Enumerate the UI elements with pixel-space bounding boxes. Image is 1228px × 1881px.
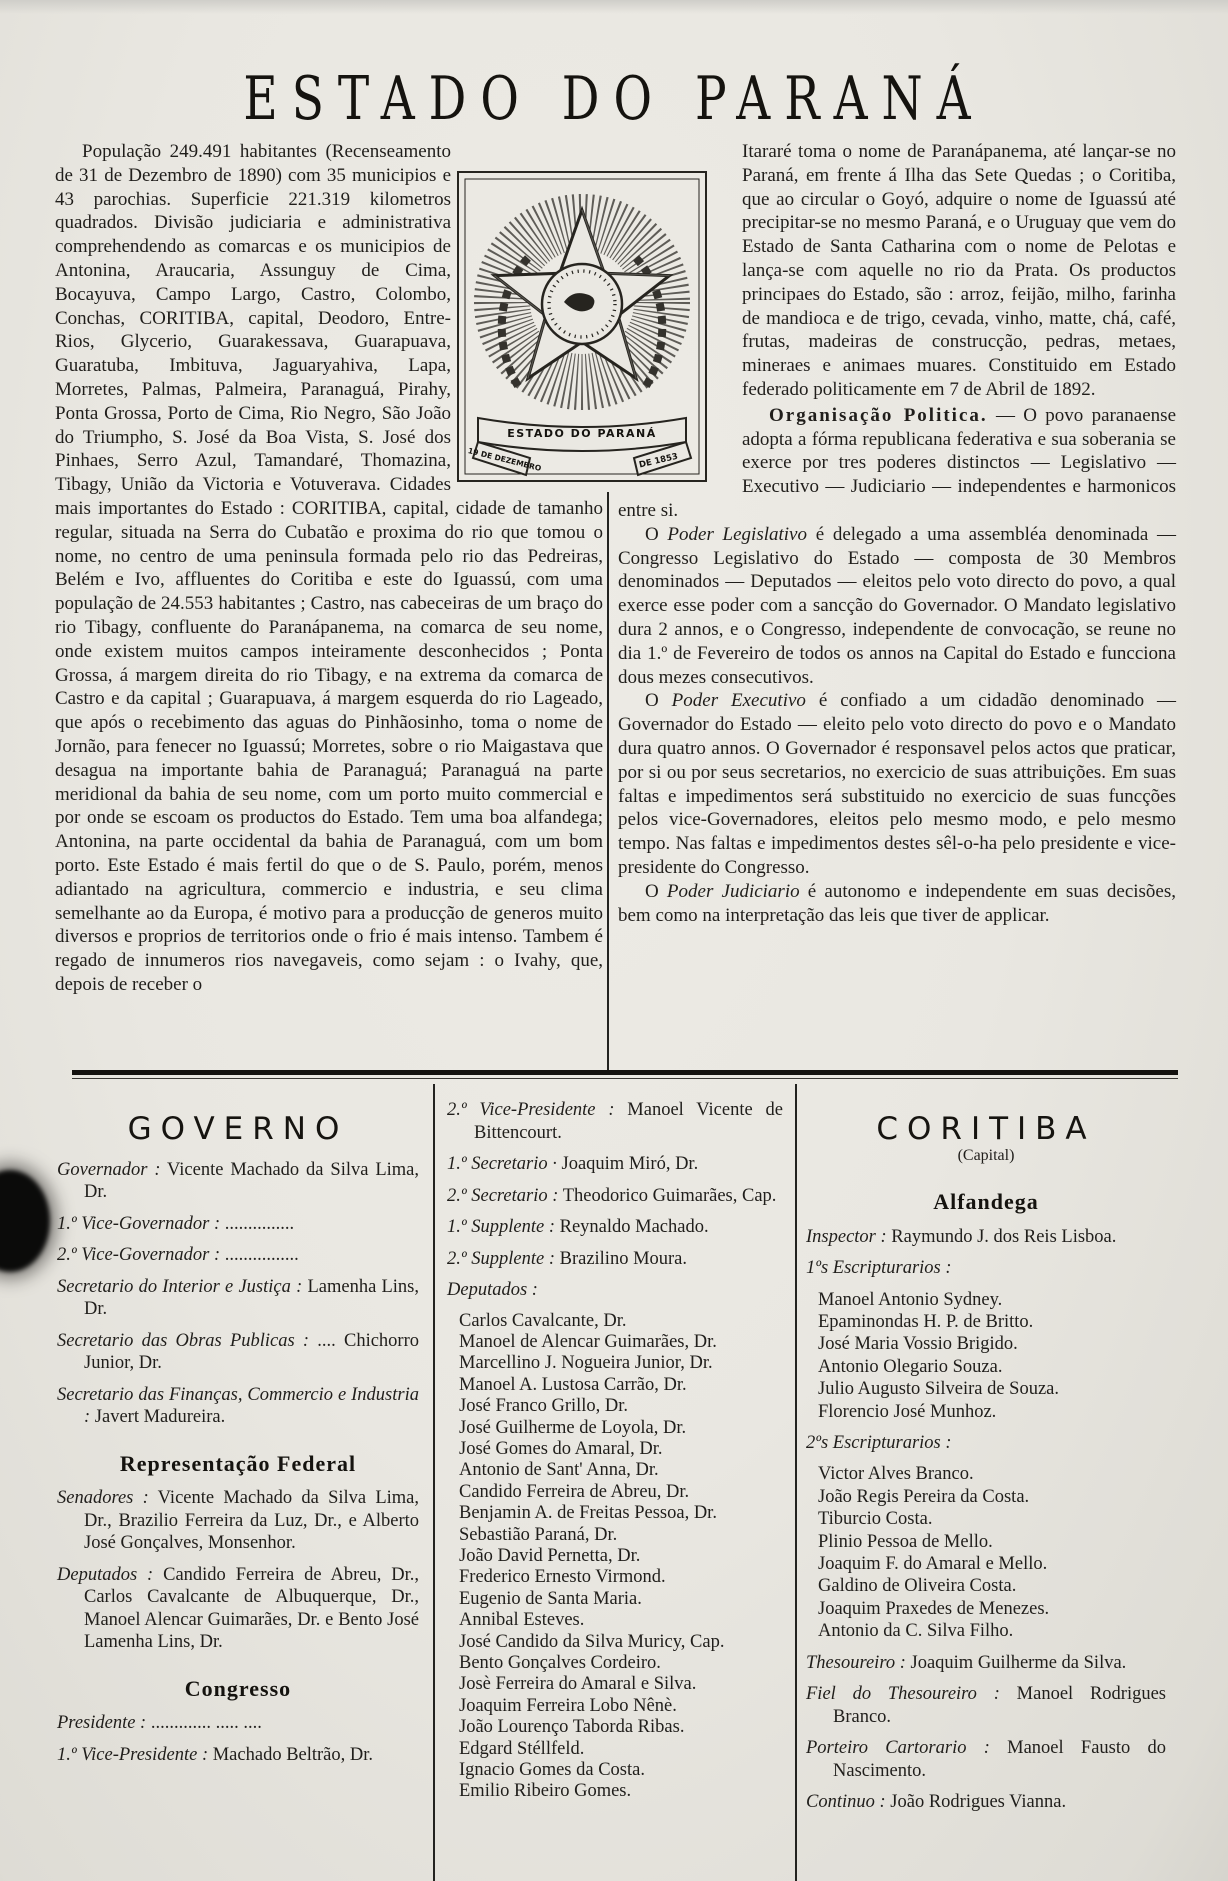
entry-label: 1.º Vice-Governador :	[57, 1213, 221, 1234]
alfandega-officer-entries	[806, 1652, 1166, 1814]
directory-entry	[57, 1487, 419, 1555]
rivers-products-paragraph	[618, 140, 1176, 402]
directory-entry	[806, 1791, 1166, 1814]
list-item: Annibal Esteves.	[459, 1610, 585, 1631]
paragraph-lead: O	[645, 523, 668, 545]
coritiba-subtitle: (Capital)	[957, 1146, 1015, 1164]
directory-entry	[447, 1099, 783, 1144]
entry-label: 1.º Vice-Presidente :	[57, 1744, 209, 1765]
directory-entry	[447, 1153, 783, 1176]
entry-label: Governador :	[57, 1159, 161, 1180]
entry-label: 2.º Vice-Governador :	[57, 1245, 221, 1265]
entry-value: Manoel Fausto do Nascimento.	[833, 1738, 1166, 1781]
list-item: João Regis Pereira da Costa.	[818, 1486, 1030, 1507]
list-item: Emilio Ribeiro Gomes.	[459, 1781, 632, 1802]
list-item: Manoel A. Lustosa Carrão, Dr.	[459, 1374, 687, 1395]
federal-entries	[57, 1487, 419, 1654]
entry-value: ...............	[220, 1213, 295, 1234]
judiciary-power-term: Poder Judiciario	[666, 880, 800, 902]
first-clerks-label: 1ºs Escripturarios :	[806, 1258, 952, 1278]
executive-power-term: Poder Executivo	[671, 690, 806, 712]
entry-label: Porteiro Cartorario :	[806, 1738, 990, 1759]
section-rule-heavy	[72, 1070, 1178, 1075]
ribbon-text-right: DE 1853	[638, 451, 679, 471]
entry-value: ............. ..... ....	[146, 1713, 262, 1733]
directory-entry	[806, 1683, 1166, 1728]
ribbon-text-left: 19 DE DEZEMBRO	[467, 446, 543, 474]
list-item: João Lourenço Taborda Ribas.	[459, 1717, 685, 1738]
list-item: Carlos Cavalcante, Dr.	[459, 1310, 627, 1331]
list-item: José Maria Vossio Brigido.	[818, 1334, 1018, 1355]
alfandega-inspector-entry	[806, 1226, 1166, 1249]
judiciary-power-paragraph	[618, 880, 1176, 928]
intro-column-right	[618, 140, 1176, 927]
list-item: Josè Ferreira do Amaral e Silva.	[459, 1674, 697, 1695]
directory-entry	[57, 1213, 419, 1236]
directory-entry	[447, 1216, 783, 1239]
congresso-heading: Congresso	[184, 1675, 292, 1701]
list-item: Manoel Antonio Sydney.	[818, 1289, 1003, 1310]
entry-value: Reynaldo Machado.	[554, 1217, 709, 1237]
entry-value: Lamenha Lins, Dr.	[84, 1276, 420, 1319]
rivers-products-text: Itararé toma o nome de Paranápanema, até lançar-se no Paraná, em frente á Ilha das Sete Quedas ; o Coritiba, que ao circular o Goyó, adquire o nome de Iguassú até precipitar-se no mesmo Paraná, e o Uruguay que vem do Estado de Santa Catharina com o nome de Pelotas e lança-se com aquelle no rio da Prata. Os productos principaes do Estado, são : arroz, feijão, milho, farinha de mandioca e de trigo, cevada, vinho, matte, chá, café, frutas, madeiras de construcção, pedras, metaes, mineraes e animaes muares. Constituido em Estado federado politicamente em 7 de Abril de 1892.	[742, 141, 1176, 400]
second-clerks-list	[806, 1463, 1166, 1642]
entry-value: Joaquim Guilherme da Silva.	[905, 1652, 1127, 1673]
first-clerks-list	[806, 1289, 1166, 1423]
coritiba-heading: CORITIBA	[876, 1111, 1096, 1147]
legislative-power-text: é delegado a uma assembléa denominada — Congresso Legislativo do Estado — composta de 30 Membros denominados — Deputados — eleitos pelo voto directo do povo, a qual exerce esse poder com a sancção do Governador. O Mandato legislativo dura 2 annos, e o Congresso, independente de convocação, se reune no dia 1.º de Fevereiro de todos os annos na Capital do Estado e funcciona dous mezes consecutivos.	[618, 523, 1176, 688]
directory-entry	[57, 1712, 419, 1735]
first-clerks-label-line	[806, 1257, 1166, 1280]
entry-label: Secretario do Interior e Justiça :	[57, 1276, 303, 1297]
list-item: Tiburcio Costa.	[818, 1509, 933, 1530]
deputados-list	[447, 1311, 783, 1803]
list-item: Sebastião Paraná, Dr.	[459, 1524, 618, 1545]
executive-power-paragraph	[618, 689, 1176, 879]
list-item: Bento Gonçalves Cordeiro.	[459, 1653, 661, 1673]
intro-column-left	[55, 140, 603, 997]
entry-value: Joaquim Miró, Dr.	[556, 1154, 699, 1174]
directory-entry	[806, 1226, 1166, 1249]
entry-label: Inspector :	[806, 1226, 887, 1247]
list-item: Benjamin A. de Freitas Pessoa, Dr.	[459, 1503, 717, 1524]
directory-entry	[57, 1330, 419, 1375]
list-item: Joaquim Praxedes de Menezes.	[818, 1598, 1050, 1619]
political-organisation-heading: Organisação Politica.	[769, 404, 988, 426]
coritiba-column	[806, 1090, 1166, 1823]
judiciary-power-text: é autonomo e independente em suas decisões, bem como na interpretação das leis que tiver de applicar.	[618, 880, 1176, 926]
directory-entry	[57, 1244, 419, 1267]
second-clerks-label-line	[806, 1432, 1166, 1455]
entry-label: Thesoureiro :	[806, 1652, 906, 1673]
entry-value: .... Chichorro Junior, Dr.	[84, 1330, 419, 1373]
list-item: Julio Augusto Silveira de Souza.	[818, 1379, 1059, 1400]
list-item: Antonio de Sant' Anna, Dr.	[459, 1460, 659, 1481]
intro-paragraph-left	[55, 140, 603, 997]
intro-left-text: População 249.491 habitantes (Recenseamento de 31 de Dezembro de 1890) com 35 municipios e 43 parochias. Superficie 221.319 kilometros quadrados. Divisão judiciaria e administrativa comprehendendo as comarcas e os municipios de Antonina, Araucaria, Assunguy de Cima, Bocayuva, Campo Largo, Castro, Colombo, Conchas, CORITIBA, capital, Deodoro, Entre-Rios, Glycerio, Guarakessava, Guarapuava, Guaratuba, Imbituva, Jaguaryahiva, Lapa, Morretes, Palmas, Palmeira, Paranaguá, Pirahy, Ponta Grossa, Porto de Cima, Rio Negro, São João do Triumpho, S. José da Boa Vista, S. José dos Pinhaes, Serro Azul, Tamandaré, Thomazina, Tibagy, União da Victoria e Votuverava. Cidades mais importantes do Estado : CORITIBA, capital, cidade de tamanho regular, situada na Serra do Cubatão e proxima do rio que tomou o nome, no centro de uma peninsula formada pelo rio das Pedreiras, Belém e Ivo, affluentes do Coritiba e este do Iguassú, com uma população de 24.553 habitantes ; Castro, nas cabeceiras de um braço do rio Tibagy, confluente do Paranápanema, na comarca de seu nome, onde existem muitos campos inteiramente desconhecidos ; Ponta Grossa, á margem direita do rio Tibagy, e na extrema da comarca de Castro e da capital ; Guarapuava, á margem esquerda do rio Lageado, que após o recebimento das aguas do Pinhãosinho, toma o nome de Jornão, para fenecer no Iguassú; Morretes, sobre o rio Maigastava que desagua na importante bahia de Paranaguá; Paranaguá na parte meridional da bahia de seu nome, com um porto muito commercial e por onde se escoam os productos do Estado. Tem uma boa alfandega; Antonina, na parte occidental da bahia de Paranaguá, com um bom porto. Este Estado é mais fertil do que o de S. Paulo, porém, menos adiantado na agricultura, commercio e industria, e seu clima semelhante ao da Europa, é motivo para a producção de generos muito diversos e proprios de territorios onde o frio é mais intenso. Tambem é regado de innumeros rios navegaveis, como sejam : o Ivahy, que, depois de receber o	[55, 141, 603, 995]
entry-value: Brazilino Moura.	[554, 1248, 688, 1269]
deputados-label-line	[447, 1279, 783, 1302]
list-item: Antonio da C. Silva Filho.	[818, 1621, 1014, 1642]
page-title: ESTADO DO PARANÁ	[243, 64, 985, 135]
entry-label: Secretario das Obras Publicas :	[57, 1330, 310, 1351]
entry-value: Manoel Vicente de Bittencourt.	[474, 1100, 783, 1143]
list-item: Plinio Pessoa de Mello.	[818, 1531, 993, 1552]
list-item: Epaminondas H. P. de Britto.	[818, 1311, 1034, 1332]
list-item: Manoel de Alencar Guimarães, Dr.	[459, 1331, 717, 1352]
list-item: Victor Alves Branco.	[818, 1464, 974, 1485]
entry-value: Raymundo J. dos Reis Lisboa.	[886, 1226, 1117, 1247]
governo-heading: GOVERNO	[127, 1111, 349, 1147]
congresso-entries	[57, 1712, 419, 1766]
second-clerks-label: 2ºs Escripturarios :	[806, 1432, 952, 1453]
entry-value: Javert Madureira.	[90, 1407, 226, 1427]
list-item: Ignacio Gomes da Costa.	[459, 1760, 645, 1781]
entry-label: Secretario das Finanças, Commercio e Industria :	[57, 1384, 419, 1427]
list-item: Frederico Ernesto Virmond.	[459, 1567, 666, 1588]
column-divider-top	[607, 492, 609, 1075]
list-item: Edgard Stéllfeld.	[459, 1738, 585, 1759]
list-item: Galdino de Oliveira Costa.	[818, 1576, 1017, 1597]
executive-power-text: é confiado a um cidadão denominado — Governador do Estado — eleito pelo voto directo do povo e o Mandato dura quatro annos. O Governador é responsavel pelos actos que praticar, por si ou por seus secretarios, no exercicio de suas attribuições. Em suas faltas e impedimentos será substituido no exercicio de suas funcções pelos vice-Governadores, eleitos pelo mesmo modo, e pelo mesmo tempo. Nas faltas e impedimentos destes sêl-o-ha pelo presidente e vice-presidente do Congresso.	[618, 690, 1176, 878]
congress-officers-column	[447, 1090, 783, 1807]
directory-entry	[447, 1185, 783, 1208]
entry-value: Theodorico Guimarães, Cap.	[558, 1185, 777, 1206]
directory-entry	[806, 1652, 1166, 1675]
entry-label: Deputados :	[57, 1564, 154, 1585]
entry-label: Presidente :	[57, 1713, 147, 1733]
entry-label: 2.º Secretario :	[447, 1185, 559, 1206]
entry-value: ................	[220, 1245, 299, 1265]
directory-entry	[57, 1276, 419, 1321]
entry-label: 1.º Supplente :	[447, 1217, 555, 1237]
deputados-label: Deputados :	[447, 1280, 538, 1300]
directory-entry	[806, 1737, 1166, 1782]
directory-entry	[57, 1384, 419, 1429]
list-item: José Guilherme de Loyola, Dr.	[459, 1417, 687, 1438]
list-item: Marcellino J. Nogueira Junior, Dr.	[459, 1353, 713, 1374]
directory-entry	[447, 1248, 783, 1271]
federal-representation-heading: Representação Federal	[119, 1450, 357, 1476]
entry-label: 1.º Secretario ·	[447, 1154, 557, 1174]
emblem-wrap-spacer	[451, 140, 603, 478]
entry-value: Candido Ferreira de Abreu, Dr., Carlos Cavalcante de Albuquerque, Dr., Manoel Alencar Guimarães, Dr. e Bento José Lamenha Lins, Dr.	[84, 1564, 419, 1652]
entry-label: 2.º Supplente :	[447, 1248, 555, 1269]
emblem-wrap-spacer	[618, 140, 742, 482]
entry-value: Manoel Rodrigues Branco.	[833, 1684, 1166, 1727]
list-item: Joaquim F. do Amaral e Mello.	[818, 1554, 1048, 1575]
ribbon-text-main: ESTADO DO PARANÁ	[507, 427, 657, 440]
column-divider-bottom-2	[795, 1084, 797, 1881]
entry-label: Fiel do Thesoureiro :	[806, 1684, 1000, 1705]
paragraph-lead: O	[645, 690, 672, 712]
list-item: José Franco Grillo, Dr.	[459, 1396, 629, 1417]
entry-label: Senadores :	[57, 1488, 149, 1508]
directory-entry	[57, 1744, 419, 1767]
congress-officer-entries	[447, 1099, 783, 1270]
directory-entry	[57, 1159, 419, 1204]
entry-value: João Rodrigues Vianna.	[885, 1792, 1067, 1813]
legislative-power-term: Poder Legislativo	[667, 523, 807, 545]
governo-entries	[57, 1159, 419, 1429]
ink-stain-artifact	[0, 1170, 50, 1272]
legislative-power-paragraph	[618, 523, 1176, 690]
political-organisation-text: — O povo paranaense adopta a fórma republicana federativa e sua soberania se exerce por tres poderes distinctos — Legislativo — Executivo — Judiciario — independentes e harmonicos entre si.	[618, 404, 1177, 521]
governo-column	[57, 1090, 419, 1775]
list-item: José Candido da Silva Muricy, Cap.	[459, 1631, 725, 1652]
list-item: Eugenio de Santa Maria.	[459, 1588, 642, 1609]
column-divider-bottom-1	[433, 1084, 435, 1881]
list-item: José Gomes do Amaral, Dr.	[459, 1438, 663, 1459]
paragraph-lead: O	[645, 880, 667, 902]
list-item: Antonio Olegario Souza.	[818, 1356, 1003, 1377]
entry-value: Vicente Machado da Silva Lima, Dr.	[84, 1159, 419, 1202]
list-item: Florencio José Munhoz.	[818, 1401, 997, 1422]
list-item: Joaquim Ferreira Lobo Nênè.	[459, 1695, 677, 1716]
entry-label: 2.º Vice-Presidente :	[447, 1100, 615, 1120]
directory-entry	[57, 1564, 419, 1654]
list-item: Candido Ferreira de Abreu, Dr.	[459, 1481, 690, 1502]
section-rule-light	[72, 1078, 1178, 1079]
entry-label: Continuo :	[806, 1792, 886, 1813]
alfandega-heading: Alfandega	[933, 1189, 1039, 1214]
entry-value: Machado Beltrão, Dr.	[208, 1744, 374, 1765]
entry-value: Vicente Machado da Silva Lima, Dr., Brazilio Ferreira da Luz, Dr., e Alberto José Gonçalves, Monsenhor.	[84, 1488, 419, 1553]
list-item: João David Pernetta, Dr.	[459, 1545, 641, 1566]
